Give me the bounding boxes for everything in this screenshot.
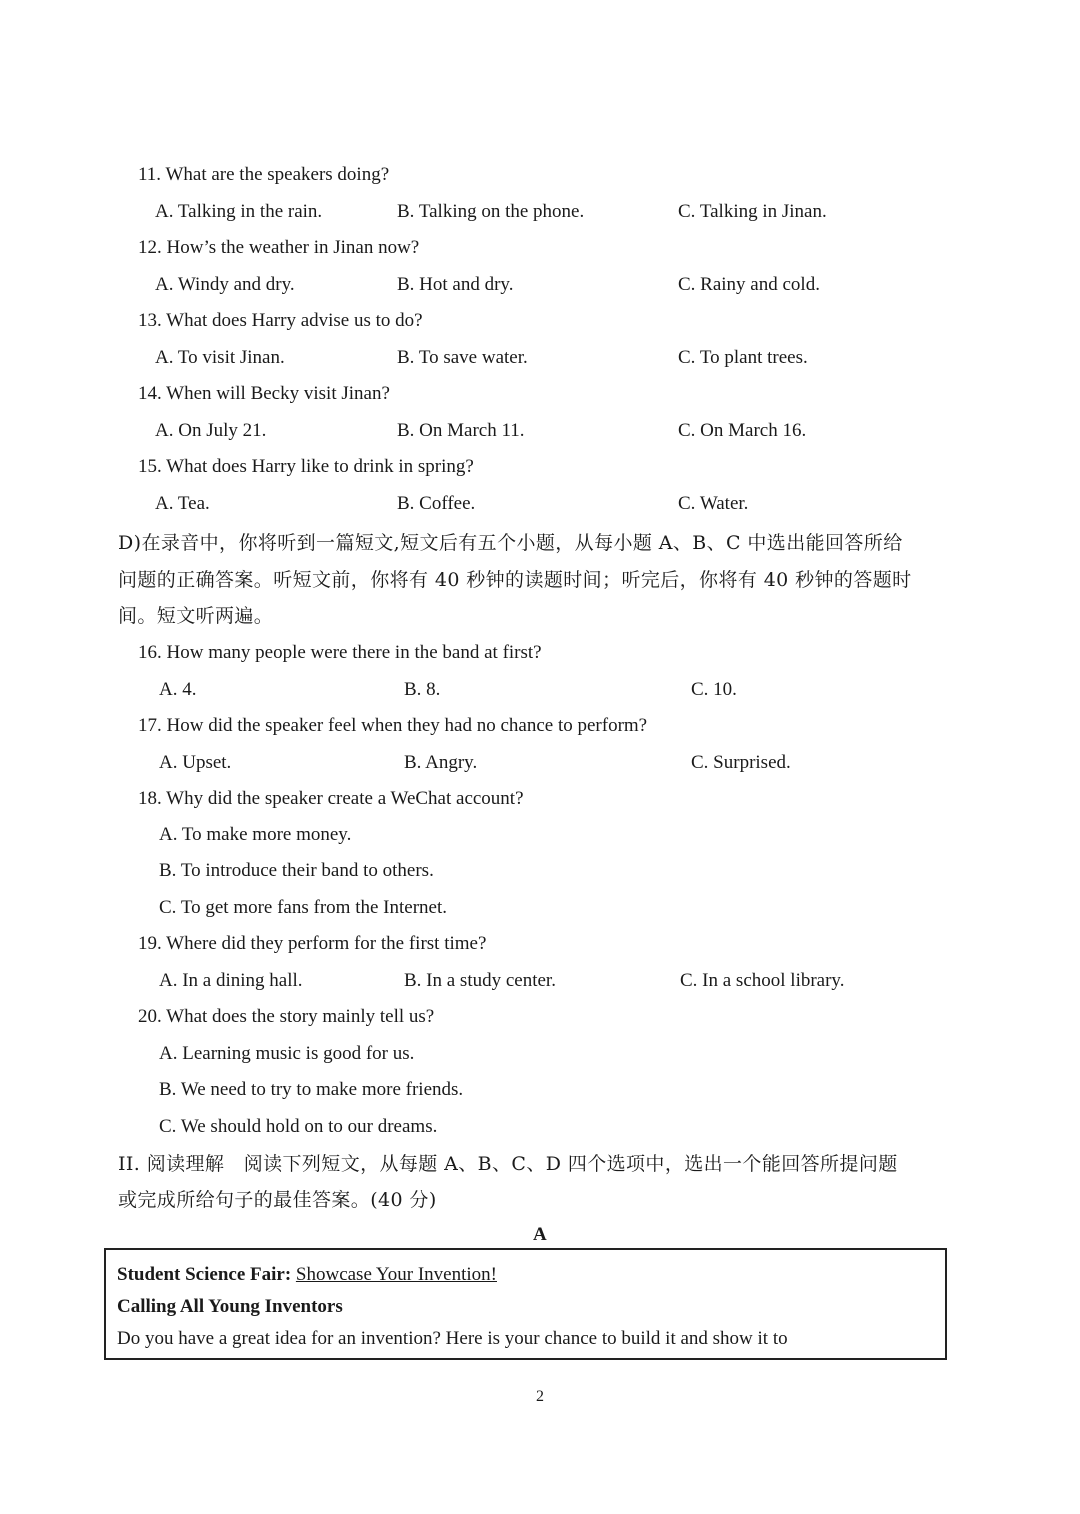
q14-option-a: A. On July 21. [155,420,267,441]
q12-option-c: C. Rainy and cold. [678,274,820,295]
q19-option-b: B. In a study center. [404,970,556,991]
passage-subtitle: Calling All Young Inventors [117,1296,343,1317]
q16-option-c: C. 10. [691,679,737,700]
passage-title-bold: Student Science Fair: [117,1264,292,1285]
question-14: 14. When will Becky visit Jinan? [138,383,390,404]
q20-option-c: C. We should hold on to our dreams. [159,1116,438,1137]
q20-option-a: A. Learning music is good for us. [159,1043,415,1064]
question-13: 13. What does Harry advise us to do? [138,310,423,331]
page-number: 2 [536,1388,544,1405]
q15-option-a: A. Tea. [155,493,210,514]
passage-title [117,1263,497,1287]
q20-option-b: B. We need to try to make more friends. [159,1079,464,1100]
passage-text: Do you have a great idea for an invention? Here is your chance to build it and show it to [117,1328,788,1349]
q17-option-a: A. Upset. [159,752,232,773]
q18-option-c: C. To get more fans from the Internet. [159,897,447,918]
q11-option-b: B. Talking on the phone. [397,201,585,222]
q13-option-c: C. To plant trees. [678,347,808,368]
question-20: 20. What does the story mainly tell us? [138,1006,435,1027]
section-d-instruction-line-1: D)在录音中，你将听到一篇短文,短文后有五个小题，从每小题 A、B、C 中选出能回答所给 [118,532,903,554]
q11-option-a: A. Talking in the rain. [155,201,323,222]
q16-option-b: B. 8. [404,679,441,700]
q14-option-b: B. On March 11. [397,420,525,441]
passage-box [104,1248,947,1360]
q12-option-b: B. Hot and dry. [397,274,514,295]
q19-option-a: A. In a dining hall. [159,970,303,991]
q15-option-c: C. Water. [678,493,749,514]
q15-option-b: B. Coffee. [397,493,476,514]
question-16: 16. How many people were there in the band at first? [138,642,542,663]
question-17: 17. How did the speaker feel when they had no chance to perform? [138,715,648,736]
q13-option-a: A. To visit Jinan. [155,347,285,368]
question-18: 18. Why did the speaker create a WeChat account? [138,788,524,809]
q13-option-b: B. To save water. [397,347,528,368]
question-19: 19. Where did they perform for the first time? [138,933,487,954]
q16-option-a: A. 4. [159,679,197,700]
question-12: 12. How’s the weather in Jinan now? [138,237,420,258]
q17-option-b: B. Angry. [404,752,478,773]
q18-option-a: A. To make more money. [159,824,352,845]
q14-option-c: C. On March 16. [678,420,807,441]
q18-option-b: B. To introduce their band to others. [159,860,434,881]
question-15: 15. What does Harry like to drink in spring? [138,456,474,477]
q17-option-c: C. Surprised. [691,752,791,773]
q11-option-c: C. Talking in Jinan. [678,201,827,222]
passage-label: A [533,1224,547,1245]
q19-option-c: C. In a school library. [680,970,845,991]
section-d-instruction-line-3: 间。短文听两遍。 [118,605,274,627]
reading-instruction-line-2: 或完成所给句子的最佳答案。(40 分) [118,1189,437,1211]
question-11: 11. What are the speakers doing? [138,164,390,185]
reading-instruction-line-1: II. 阅读理解 阅读下列短文，从每题 A、B、C、D 四个选项中，选出一个能回答所提问题 [118,1153,898,1175]
section-d-instruction-line-2: 问题的正确答案。听短文前，你将有 40 秒钟的读题时间；听完后，你将有 40 秒钟的答题时 [118,569,912,591]
q12-option-a: A. Windy and dry. [155,274,295,295]
passage-title-underlined: Showcase Your Invention! [295,1264,497,1285]
